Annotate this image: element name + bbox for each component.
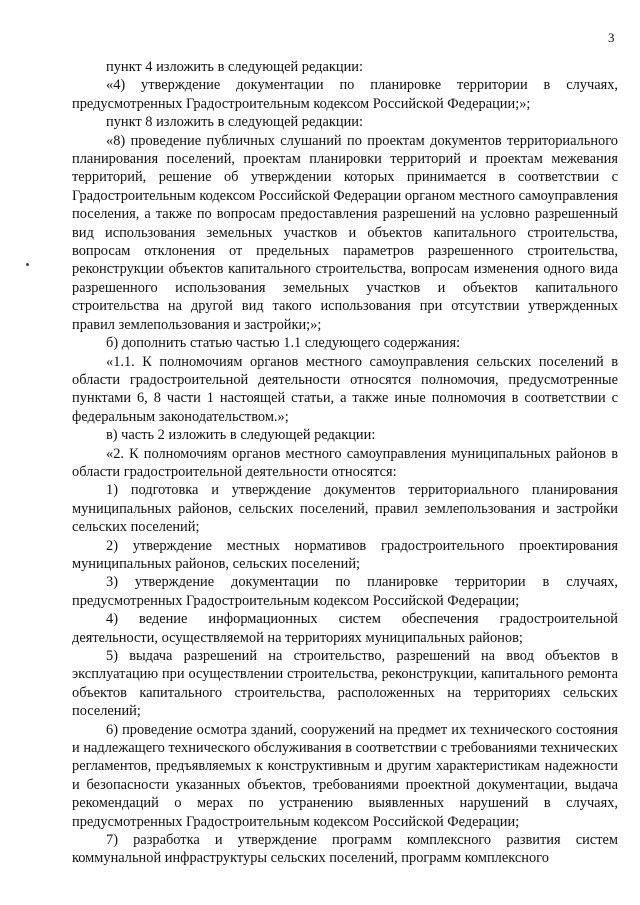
scan-speck: [26, 263, 29, 266]
paragraph: 6) проведение осмотра зданий, сооружений на предмет их технического состояния и надлежащего технического обслуживания в соответствии с требованиями технических регламентов, предъявляемых к конструктивным и другим характеристикам надежности и безопасности указанных объектов, требованиями проектной документации, выдача рекомендаций о мерах по устранению выявленных нарушений в случаях, предусмотренных Градостроительным кодексом Российской Федерации;: [72, 721, 618, 830]
document-body: [72, 58, 618, 868]
paragraph: пункт 8 изложить в следующей редакции:: [106, 114, 363, 131]
paragraph: 2) утверждение местных нормативов градостроительного проектирования муниципальных районов, сельских поселений;: [72, 537, 618, 572]
paragraph: в) часть 2 изложить в следующей редакции:: [106, 427, 376, 444]
paragraph: 1) подготовка и утверждение документов территориального планирования муниципальных районов, сельских поселений, правил землепользования и застройки сельских поселений;: [72, 482, 618, 536]
paragraph: 7) разработка и утверждение программ комплексного развития систем коммунальной инфраструктуры сельских поселений, программ комплексного: [72, 832, 618, 867]
paragraph: 4) ведение информационных систем обеспечения градостроительной деятельности, осуществляемой на территориях муниципальных районов;: [72, 611, 618, 646]
paragraph: «2. К полномочиям органов местного самоуправления муниципальных районов в области градостроительной деятельности относятся:: [72, 445, 618, 480]
paragraph: «1.1. К полномочиям органов местного самоуправления сельских поселений в области градостроительной деятельности относятся полномочия, предусмотренные пунктами 6, 8 части 1 настоящей статьи, а также иные полномочия в соответствии с федеральным законодательством.»;: [72, 353, 618, 425]
paragraph: 3) утверждение документации по планировке территории в случаях, предусмотренных Градостроительным кодексом Российской Федерации;: [72, 574, 618, 609]
page-number: 3: [608, 30, 615, 45]
paragraph: «8) проведение публичных слушаний по проектам документов территориального планирования поселений, проектам планировки территорий и проектам межевания территорий, решение об утверждении которых принимается в соответствии с Градостроительным кодексом Российской Федерации органом местного самоуправления поселения, а также по вопросам предоставления разрешений на условно разрешенный вид использования земельных участков и объектов капитального строительства, вопросам отклонения от предельных параметров разрешенного строительства, реконструкции объектов капитального строительства, вопросам изменения одного вида разрешенного использования земельных участков и объектов капитального строительства на другой вид такого использования при отсутствии утвержденных правил землепользования и застройки;»;: [72, 132, 618, 333]
paragraph: б) дополнить статью частью 1.1 следующего содержания:: [106, 335, 461, 352]
paragraph: пункт 4 изложить в следующей редакции:: [106, 59, 363, 75]
paragraph: 5) выдача разрешений на строительство, разрешений на ввод объектов в эксплуатацию при осуществлении строительства, реконструкции, капитального ремонта объектов капитального строительства, расположенных на территориях сельских поселений;: [72, 648, 618, 720]
paragraph: «4) утверждение документации по планировке территории в случаях, предусмотренных Градостроительным кодексом Российской Федерации;»;: [72, 77, 618, 112]
